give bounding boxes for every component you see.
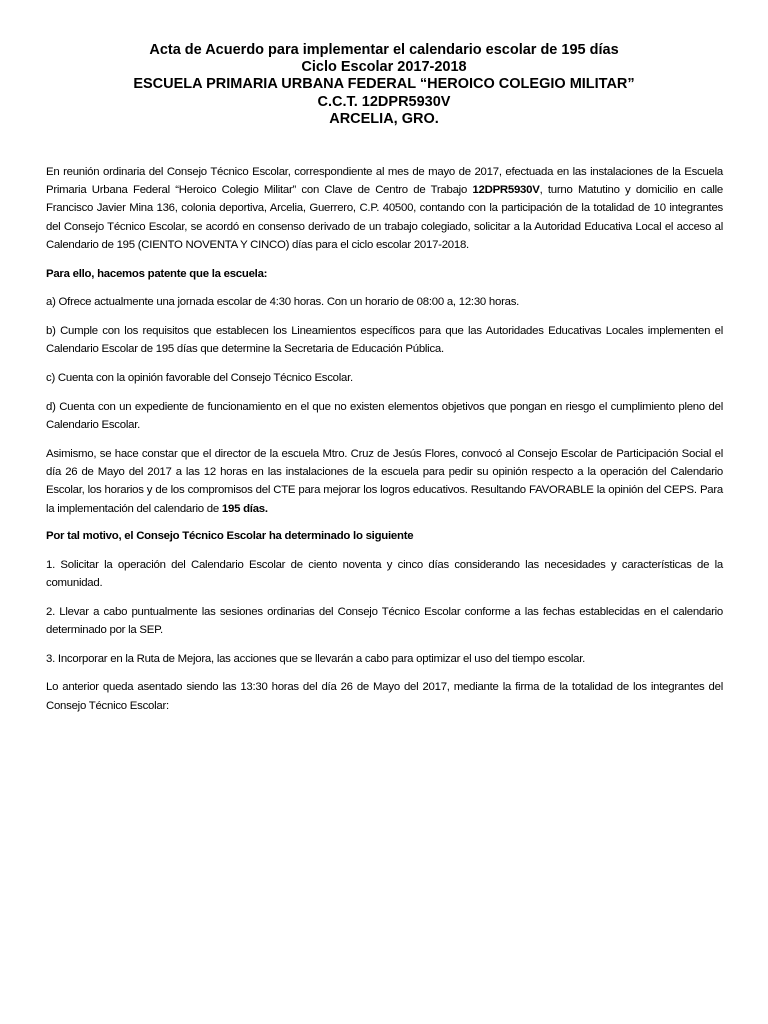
item-d: d) Cuenta con un expediente de funcionamiento en el que no existen elementos objetivos que pongan en riesgo el cumplimiento pleno del Calendario Escolar.	[46, 401, 723, 432]
acuerdo-3: 3. Incorporar en la Ruta de Mejora, las acciones que se llevarán a cabo para optimizar el uso del tiempo escolar.	[46, 652, 586, 665]
intro-paragraph	[46, 163, 723, 254]
asimismo-text-2: Para la implementación del calendario de	[46, 484, 723, 515]
acuerdo-2: 2. Llevar a cabo puntualmente las sesiones ordinarias del Consejo Técnico Escolar conforme a las fechas establecidas en el calendario determinado por la SEP.	[46, 605, 723, 636]
school-name: ESCUELA PRIMARIA URBANA FEDERAL “HEROICO COLEGIO MILITAR”	[133, 76, 635, 93]
item-b: b) Cumple con los requisitos que establecen los Lineamientos específicos para que las Autoridades Educativas Locales implementen el Calendario Escolar de 195 días que determine la Secretaria de Educación Pública.	[46, 325, 723, 356]
school-cct: C.C.T. 12DPR5930V	[317, 93, 451, 110]
document-header	[0, 42, 768, 128]
item-c: c) Cuenta con la opinión favorable del Consejo Técnico Escolar.	[46, 372, 353, 385]
school-cycle: Ciclo Escolar 2017-2018	[301, 59, 467, 76]
school-location: ARCELIA, GRO.	[329, 110, 439, 127]
motivo-heading: Por tal motivo, el Consejo Técnico Escolar ha determinado lo siguiente	[46, 529, 414, 542]
item-a: a) Ofrece actualmente una jornada escolar de 4:30 horas. Con un horario de 08:00 a, 12:30 horas.	[46, 296, 520, 309]
document-title: Acta de Acuerdo para implementar el calendario escolar de 195 días	[149, 42, 619, 58]
asimismo-paragraph	[46, 445, 723, 518]
intro-text-1: En reunión ordinaria del Consejo Técnico Escolar, correspondiente al mes de mayo de 2017, efectuada en las instalaciones de la Escuela Primaria Urbana Federal “Heroico Colegio Militar” con Clave de Centro de Trabajo	[46, 166, 723, 197]
intro-cct-code: 12DPR5930V	[472, 184, 540, 197]
closing-paragraph: Lo anterior queda asentado siendo las 13:30 horas del día 26 de Mayo del 2017, mediante la firma de la totalidad de los integrantes del Consejo Técnico Escolar:	[46, 681, 723, 712]
asimismo-text-1: Asimismo, se hace constar que el director de la escuela Mtro. Cruz de Jesús Flores, convocó al Consejo Escolar de Participación Social el día 26 de Mayo del 2017 a las 12 horas en las instalaciones de la escuela para pedir su opinión respecto a la operación del Calendario Escolar, los horarios y de los compromisos del CTE para mejorar los logros educativos. Resultando FAVORABLE la opinión del CEPS.	[46, 448, 723, 497]
asimismo-days: 195 días.	[221, 502, 268, 515]
patente-heading: Para ello, hacemos patente que la escuela:	[46, 267, 268, 280]
document-body	[46, 163, 723, 725]
acuerdo-1: 1. Solicitar la operación del Calendario Escolar de ciento noventa y cinco días considerando las necesidades y características de la comunidad.	[46, 558, 723, 589]
intro-text-2: , turno Matutino y domicilio en calle Francisco Javier Mina 136, colonia deportiva, Arcelia, Guerrero, C.P. 40500, contando con la participación de la totalidad de 10 integrantes del Consejo Técnico Escolar, se acordó en consenso derivado de un trabajo colegiado, solicitar a la Autoridad Educativa Local el acceso al Calendario de 195 (CIENTO NOVENTA Y CINCO) días para el ciclo escolar 2017-2018.	[46, 184, 723, 251]
